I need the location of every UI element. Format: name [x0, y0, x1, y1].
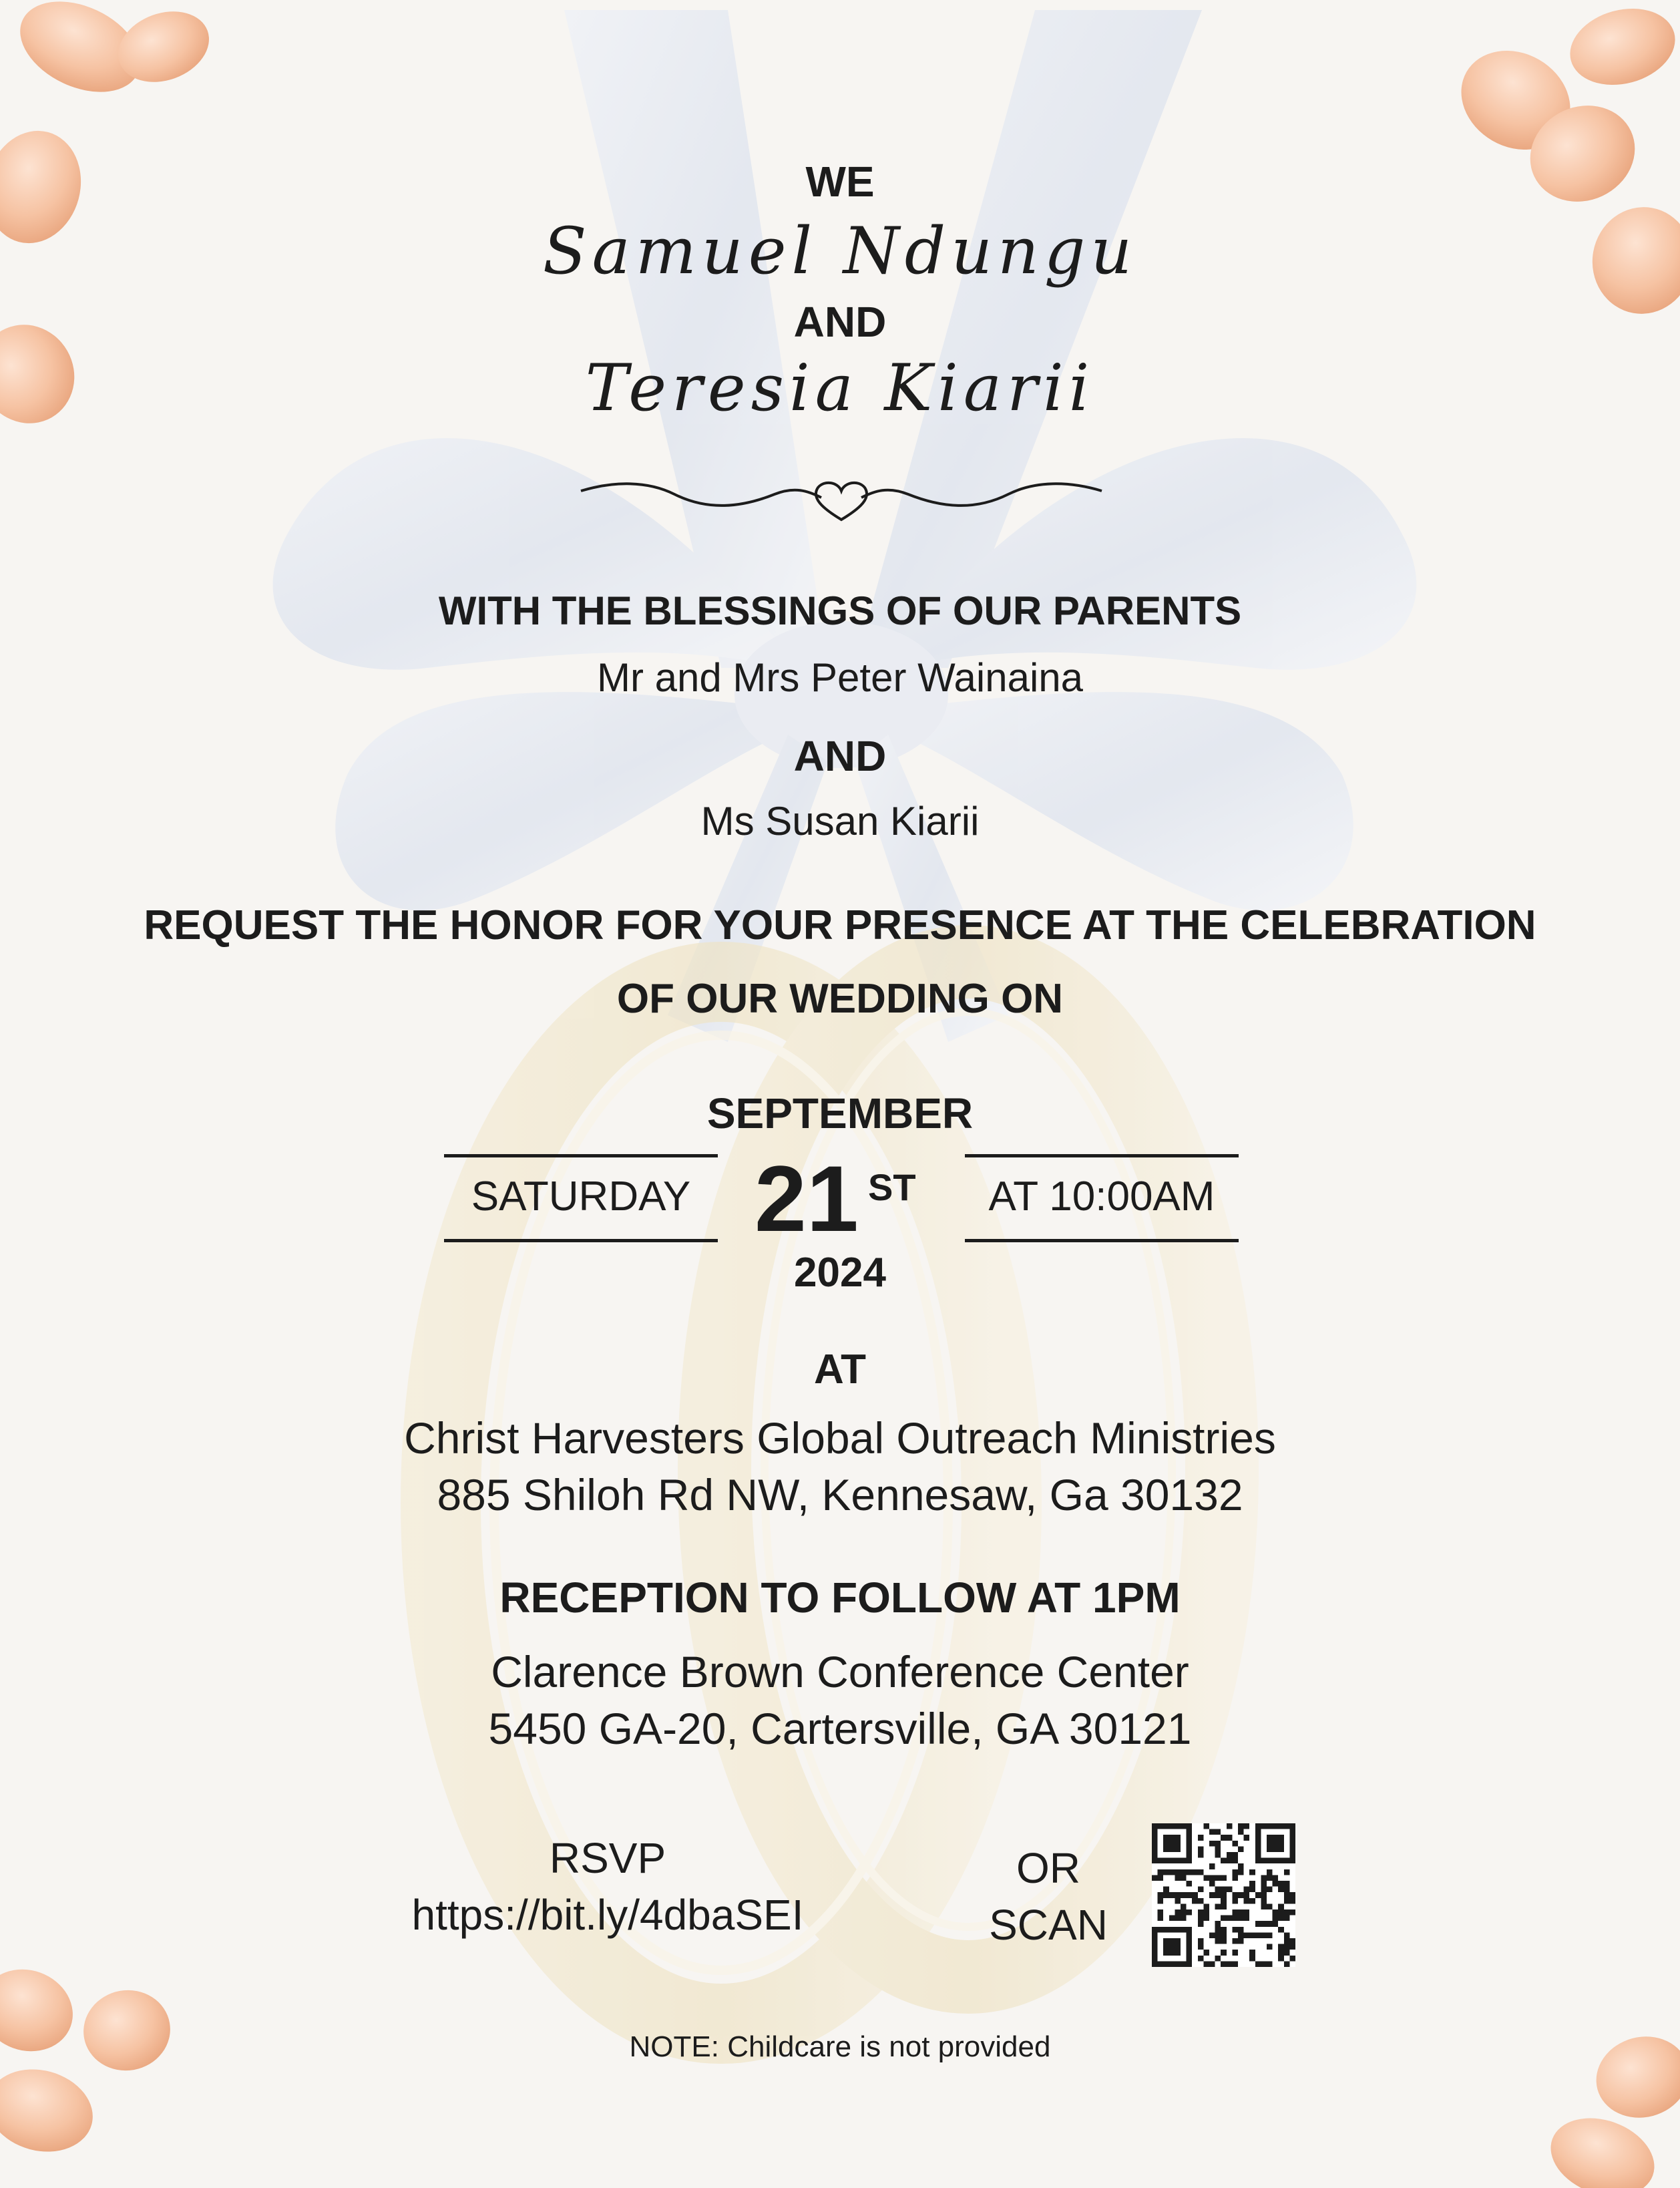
bride-name: Teresia Kiarii — [585, 351, 1095, 425]
rsvp-label: RSVP — [549, 1834, 666, 1882]
groom-parents: Mr and Mrs Peter Wainaina — [596, 655, 1084, 700]
and-label-parents: AND — [793, 732, 887, 780]
blessings-heading: WITH THE BLESSINGS OF OUR PARENTS — [438, 588, 1242, 633]
reception-venue-name: Clarence Brown Conference Center — [491, 1647, 1189, 1696]
rsvp-link[interactable]: https://bit.ly/4dbaSEI — [411, 1891, 804, 1939]
date-year: 2024 — [794, 1250, 886, 1296]
date-day: 21 — [755, 1146, 859, 1251]
date-rule-left-bottom — [444, 1239, 718, 1242]
request-line-2: OF OUR WEDDING ON — [616, 976, 1064, 1022]
date-day-suffix: ST — [868, 1166, 916, 1208]
venue-address: 885 Shiloh Rd NW, Kennesaw, Ga 30132 — [437, 1470, 1243, 1519]
childcare-note: NOTE: Childcare is not provided — [629, 2030, 1051, 2063]
date-rule-left-top — [444, 1154, 718, 1157]
bride-parents: Ms Susan Kiarii — [700, 799, 980, 844]
or-label: OR — [1016, 1844, 1080, 1892]
at-label: AT — [813, 1346, 867, 1393]
reception-heading: RECEPTION TO FOLLOW AT 1PM — [499, 1574, 1181, 1622]
venue-name: Christ Harvesters Global Outreach Ministries — [404, 1413, 1276, 1463]
heart-divider-icon — [574, 468, 1108, 534]
event-time: AT 10:00AM — [988, 1173, 1215, 1220]
request-line-1: REQUEST THE HONOR FOR YOUR PRESENCE AT THE CELEBRATION — [144, 902, 1536, 948]
date-rule-right-top — [965, 1154, 1239, 1157]
we-label: WE — [805, 158, 875, 206]
reception-address: 5450 GA-20, Cartersville, GA 30121 — [488, 1704, 1192, 1753]
scan-label: SCAN — [989, 1901, 1108, 1949]
date-weekday: SATURDAY — [471, 1173, 691, 1220]
and-label-couple: AND — [793, 298, 887, 346]
date-rule-right-bottom — [965, 1239, 1239, 1242]
date-month: SEPTEMBER — [706, 1089, 974, 1137]
qr-code-icon[interactable] — [1152, 1823, 1295, 1967]
groom-name: Samuel Ndungu — [542, 214, 1138, 289]
